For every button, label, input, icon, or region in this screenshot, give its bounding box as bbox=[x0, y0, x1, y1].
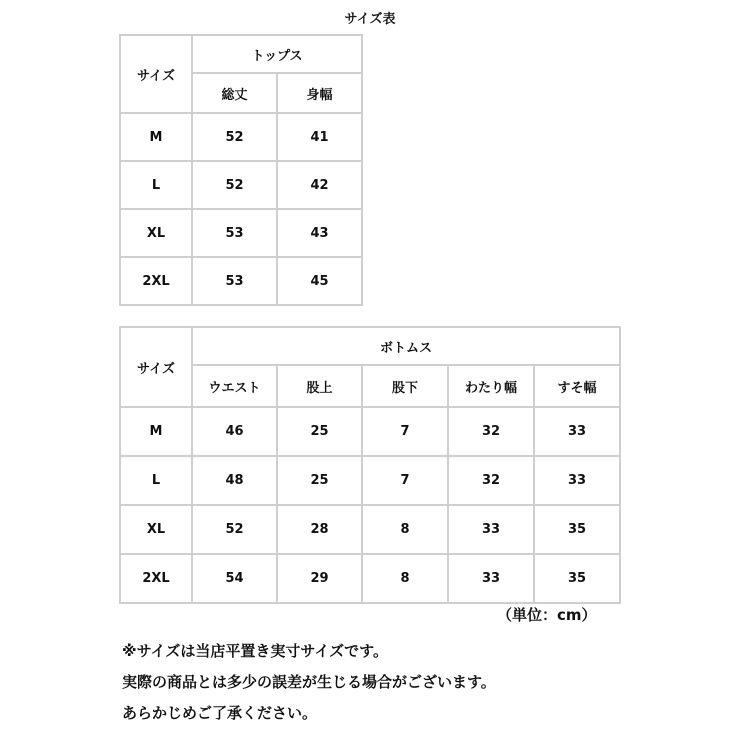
table-cell: 25 bbox=[277, 456, 362, 505]
table-row bbox=[120, 505, 620, 554]
bottoms-column-header: すそ幅 bbox=[534, 365, 620, 407]
table-cell: 8 bbox=[362, 505, 448, 554]
table-row bbox=[120, 554, 620, 603]
table-cell: 25 bbox=[277, 407, 362, 456]
size-label: M bbox=[120, 113, 192, 161]
bottoms-size-table bbox=[119, 326, 621, 604]
tops-group-label: トップス bbox=[192, 35, 362, 73]
table-cell: 32 bbox=[448, 456, 534, 505]
table-cell: 33 bbox=[534, 407, 620, 456]
table-cell: 35 bbox=[534, 554, 620, 603]
table-cell: 48 bbox=[192, 456, 277, 505]
bottoms-corner-label: サイズ bbox=[120, 327, 192, 407]
table-row bbox=[120, 257, 362, 305]
table-cell: 52 bbox=[192, 505, 277, 554]
table-row bbox=[120, 456, 620, 505]
note-line: あらかじめご了承ください。 bbox=[122, 704, 318, 722]
table-cell: 42 bbox=[277, 161, 362, 209]
table-cell: 53 bbox=[192, 209, 277, 257]
bottoms-group-label: ボトムス bbox=[192, 327, 620, 365]
size-label: 2XL bbox=[120, 257, 192, 305]
table-cell: 29 bbox=[277, 554, 362, 603]
table-cell: 32 bbox=[448, 407, 534, 456]
table-cell: 35 bbox=[534, 505, 620, 554]
size-label: 2XL bbox=[120, 554, 192, 603]
tops-column-header: 総丈 bbox=[192, 73, 277, 113]
note-line: ※サイズは当店平置き実寸サイズです。 bbox=[122, 642, 388, 660]
bottoms-column-header: 股上 bbox=[277, 365, 362, 407]
table-cell: 7 bbox=[362, 407, 448, 456]
table-cell: 33 bbox=[448, 505, 534, 554]
tops-column-header: 身幅 bbox=[277, 73, 362, 113]
table-cell: 46 bbox=[192, 407, 277, 456]
size-label: M bbox=[120, 407, 192, 456]
table-cell: 52 bbox=[192, 161, 277, 209]
unit-note: （単位：cm） bbox=[497, 606, 597, 624]
table-cell: 33 bbox=[448, 554, 534, 603]
note-line: 実際の商品とは多少の誤差が生じる場合がございます。 bbox=[122, 673, 496, 691]
table-cell: 53 bbox=[192, 257, 277, 305]
size-label: XL bbox=[120, 505, 192, 554]
size-label: XL bbox=[120, 209, 192, 257]
table-cell: 8 bbox=[362, 554, 448, 603]
table-row bbox=[120, 161, 362, 209]
table-row bbox=[120, 407, 620, 456]
size-label: L bbox=[120, 161, 192, 209]
tops-corner-label: サイズ bbox=[120, 35, 192, 113]
size-label: L bbox=[120, 456, 192, 505]
table-cell: 54 bbox=[192, 554, 277, 603]
table-row bbox=[120, 209, 362, 257]
bottoms-column-header: ウエスト bbox=[192, 365, 277, 407]
page-title: サイズ表 bbox=[344, 12, 396, 27]
bottoms-column-header: 股下 bbox=[362, 365, 448, 407]
table-cell: 43 bbox=[277, 209, 362, 257]
bottoms-column-header: わたり幅 bbox=[448, 365, 534, 407]
table-cell: 52 bbox=[192, 113, 277, 161]
notes-block bbox=[122, 636, 496, 729]
table-cell: 33 bbox=[534, 456, 620, 505]
table-cell: 41 bbox=[277, 113, 362, 161]
table-cell: 28 bbox=[277, 505, 362, 554]
table-row bbox=[120, 113, 362, 161]
table-cell: 45 bbox=[277, 257, 362, 305]
table-cell: 7 bbox=[362, 456, 448, 505]
tops-size-table bbox=[119, 34, 363, 306]
